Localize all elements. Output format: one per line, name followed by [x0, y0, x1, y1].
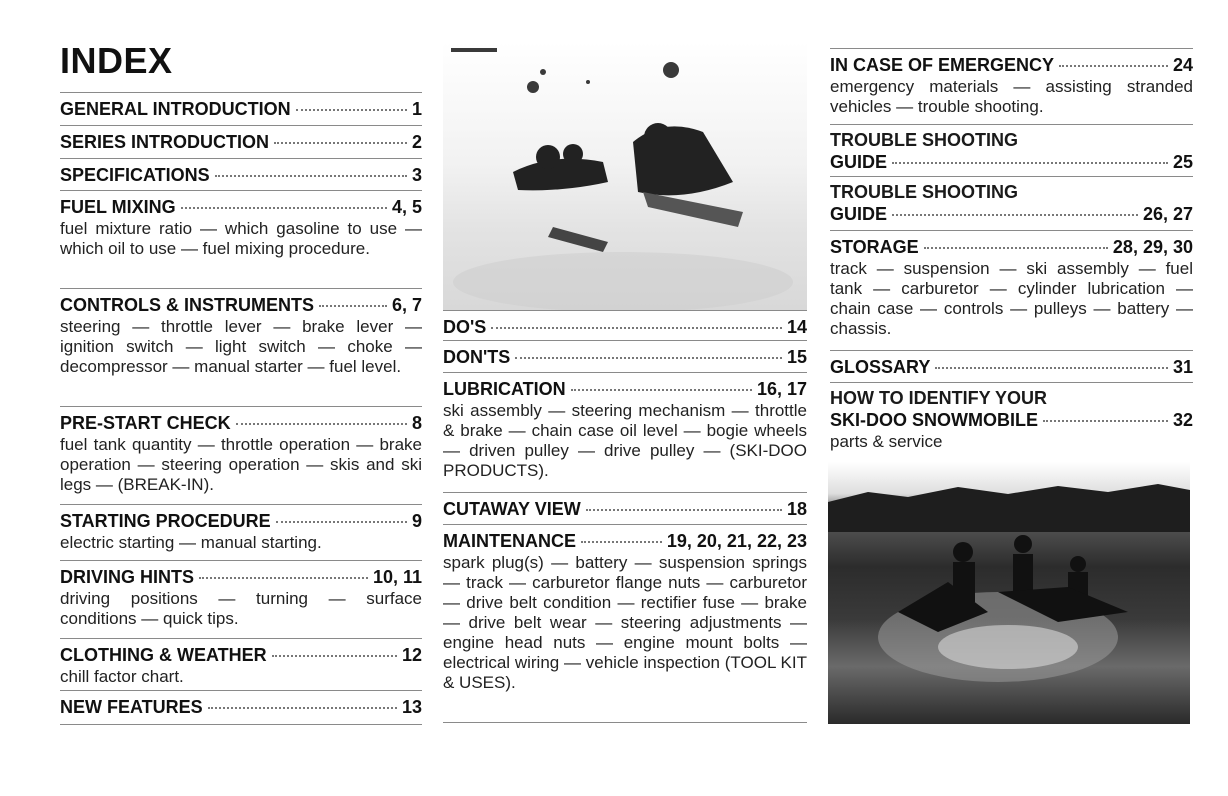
- entry-pages: 4, 5: [391, 197, 422, 217]
- entry-pages: 16, 17: [756, 379, 807, 399]
- index-entry[interactable]: [60, 158, 422, 186]
- entry-pages: 19, 20, 21, 22, 23: [666, 531, 807, 551]
- index-entry[interactable]: [60, 288, 422, 377]
- index-entry[interactable]: [443, 524, 807, 693]
- entry-pages: 10, 11: [372, 567, 422, 587]
- entry-pages: 3: [411, 165, 422, 185]
- entry-title: CONTROLS & INSTRUMENTS: [60, 295, 314, 315]
- index-entry[interactable]: [60, 125, 422, 153]
- entry-pages: 24: [1172, 55, 1193, 75]
- index-entry[interactable]: [60, 92, 422, 120]
- entry-title: NEW FEATURES: [60, 697, 203, 717]
- entry-title: GUIDE: [830, 204, 888, 224]
- entry-description: fuel tank quantity — throttle operation — brake operation — steering operation — skis and ski legs — (BREAK-IN).: [60, 435, 422, 494]
- entry-pages: 31: [1172, 357, 1193, 377]
- entry-title: GLOSSARY: [830, 357, 931, 377]
- index-entry[interactable]: [60, 638, 422, 687]
- entry-pages: 8: [411, 413, 422, 433]
- entry-pages: 9: [411, 511, 422, 531]
- entry-pages: 26, 27: [1142, 204, 1193, 224]
- entry-title: CLOTHING & WEATHER: [60, 645, 267, 665]
- entry-pages: 32: [1172, 410, 1193, 430]
- index-entry[interactable]: [443, 310, 807, 338]
- entry-title-line1: HOW TO IDENTIFY YOUR: [830, 388, 1048, 408]
- entry-title: DON'TS: [443, 347, 511, 367]
- index-entry[interactable]: [60, 560, 422, 629]
- entry-title: LUBRICATION: [443, 379, 566, 399]
- index-entry[interactable]: [830, 124, 1193, 173]
- entry-pages: 28, 29, 30: [1112, 237, 1193, 257]
- entry-description: emergency materials — assisting stranded vehicles — trouble shooting.: [830, 77, 1193, 116]
- index-entry[interactable]: [830, 382, 1193, 452]
- divider: [60, 724, 422, 725]
- index-entry[interactable]: [60, 504, 422, 553]
- entry-title: DO'S: [443, 317, 487, 337]
- entry-title: CUTAWAY VIEW: [443, 499, 581, 519]
- entry-title: GENERAL INTRODUCTION: [60, 99, 291, 119]
- entry-title: IN CASE OF EMERGENCY: [830, 55, 1055, 75]
- entry-description: chill factor chart.: [60, 667, 184, 686]
- entry-pages: 18: [786, 499, 807, 519]
- entry-description: steering — throttle lever — brake lever — ignition switch — light switch — choke — decompressor — manual starter — fuel level.: [60, 317, 422, 376]
- entry-title: FUEL MIXING: [60, 197, 176, 217]
- entry-pages: 15: [786, 347, 807, 367]
- snowmobiles-in-water-photo: [828, 462, 1190, 724]
- entry-description: driving positions — turning — surface conditions — quick tips.: [60, 589, 422, 628]
- index-entry[interactable]: [830, 176, 1193, 225]
- entry-pages: 25: [1172, 152, 1193, 172]
- entry-pages: 12: [401, 645, 422, 665]
- entry-title: GUIDE: [830, 152, 888, 172]
- entry-pages: 1: [411, 99, 422, 119]
- index-entry[interactable]: [830, 48, 1193, 117]
- index-entry[interactable]: [443, 372, 807, 481]
- index-entry[interactable]: [60, 406, 422, 495]
- entry-pages: 6, 7: [391, 295, 422, 315]
- entry-title: DRIVING HINTS: [60, 567, 195, 587]
- index-entry[interactable]: [60, 690, 422, 718]
- snowmobile-riders-photo: [443, 42, 807, 310]
- entry-title: SKI-DOO SNOWMOBILE: [830, 410, 1038, 430]
- index-entry[interactable]: [830, 230, 1193, 339]
- entry-description: parts & service: [830, 432, 943, 451]
- entry-description: track — suspension — ski assembly — fuel tank — carburetor — cylinder lubrication — chain case — controls — pulleys — battery — chassis.: [830, 259, 1193, 338]
- entry-description: spark plug(s) — battery — suspension springs — track — carburetor flange nuts — carburetor — drive belt condition — rectifier fuse — brake — drive belt wear — steering adjustments — engine head nuts — engine mount bolts — electrical wiring — vehicle inspection (TOOL KIT & USES).: [443, 553, 807, 692]
- entry-description: electric starting — manual starting.: [60, 533, 322, 552]
- divider: [443, 722, 807, 723]
- entry-description: ski assembly — steering mechanism — throttle & brake — chain case oil level — bogie wheels — driven pulley — drive pulley — (SKI-DOO PRODUCTS).: [443, 401, 807, 480]
- index-entry[interactable]: [443, 340, 807, 368]
- entry-title: MAINTENANCE: [443, 531, 576, 551]
- entry-title: SPECIFICATIONS: [60, 165, 210, 185]
- entry-title: PRE-START CHECK: [60, 413, 231, 433]
- entry-pages: 13: [401, 697, 422, 717]
- entry-pages: 2: [411, 132, 422, 152]
- entry-pages: 14: [786, 317, 807, 337]
- entry-title: SERIES INTRODUCTION: [60, 132, 270, 152]
- entry-title: STARTING PROCEDURE: [60, 511, 271, 531]
- index-entry[interactable]: [443, 492, 807, 520]
- entry-title: STORAGE: [830, 237, 919, 257]
- index-entry[interactable]: [830, 350, 1193, 378]
- entry-title-line1: TROUBLE SHOOTING: [830, 182, 1018, 202]
- index-entry[interactable]: [60, 190, 422, 259]
- entry-description: fuel mixture ratio — which gasoline to use — which oil to use — fuel mixing procedure.: [60, 219, 422, 258]
- index-title: INDEX: [60, 40, 173, 81]
- entry-title-line1: TROUBLE SHOOTING: [830, 130, 1018, 150]
